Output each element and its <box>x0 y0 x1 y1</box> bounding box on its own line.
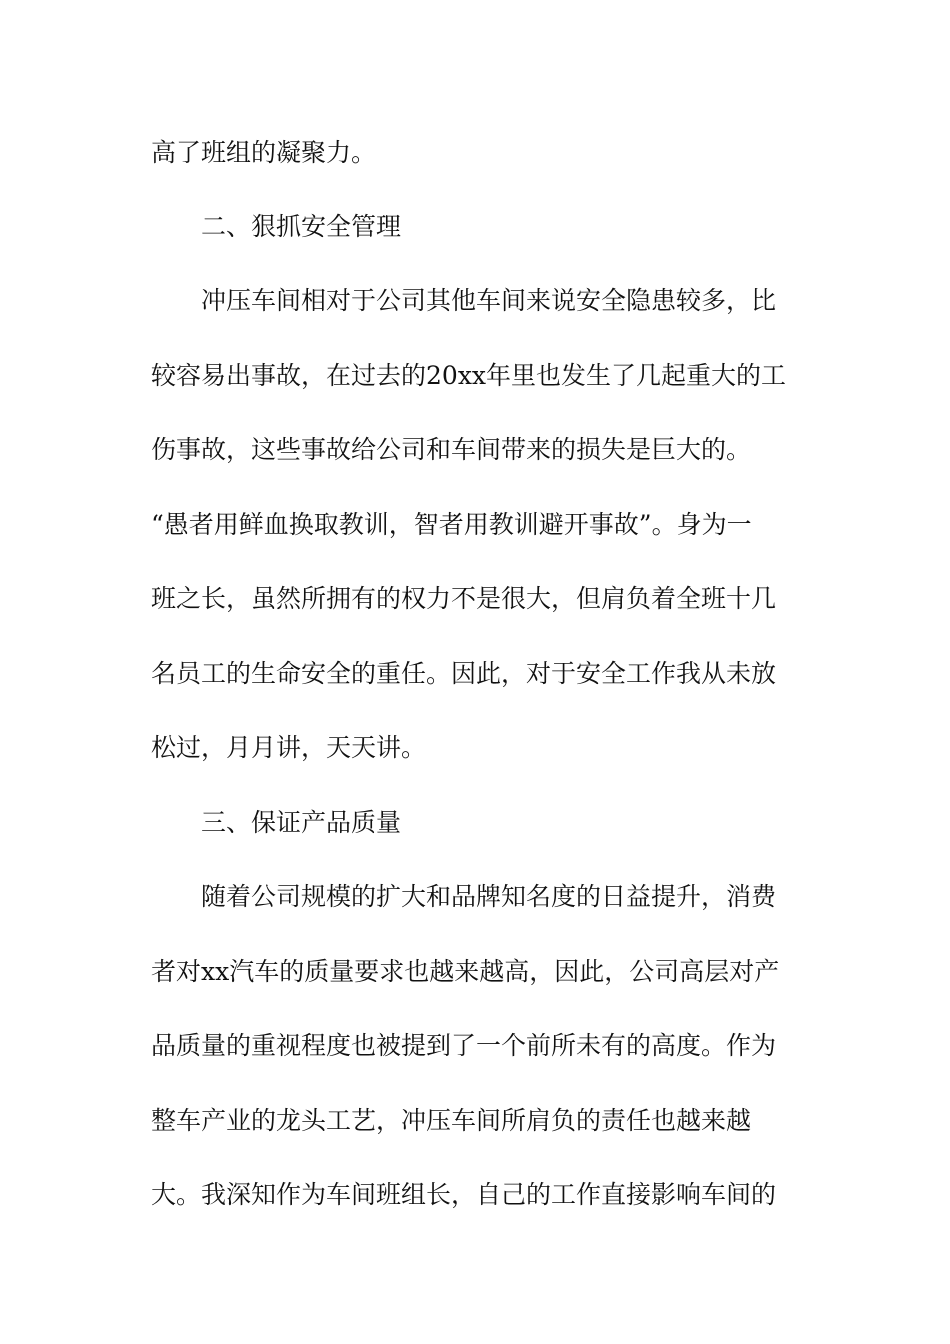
paragraph-line: 伤事故，这些事故给公司和车间带来的损失是巨大的。 <box>151 435 752 464</box>
paragraph-line: 松过，月月讲，天天讲。 <box>151 733 427 762</box>
paragraph-line: 较容易出事故，在过去的20xx年里也发生了几起重大的工 <box>151 361 787 390</box>
paragraph-line: 品质量的重视程度也被提到了一个前所未有的高度。作为 <box>151 1031 777 1060</box>
paragraph-line: 名员工的生命安全的重任。因此，对于安全工作我从未放 <box>151 659 777 688</box>
paragraph-line: 整车产业的龙头工艺，冲压车间所肩负的责任也越来越 <box>151 1106 752 1135</box>
paragraph-line: 随着公司规模的扩大和品牌知名度的日益提升，消费 <box>201 882 777 911</box>
paragraph-line: “愚者用鲜血换取教训，智者用教训避开事故”。身为一 <box>151 510 752 539</box>
section-heading-safety: 二、狠抓安全管理 <box>201 212 402 241</box>
section-heading-quality: 三、保证产品质量 <box>201 808 402 837</box>
paragraph-line: 班之长，虽然所拥有的权力不是很大，但肩负着全班十几 <box>151 584 777 613</box>
paragraph-line: 冲压车间相对于公司其他车间来说安全隐患较多，比 <box>201 286 777 315</box>
paragraph-line: 大。我深知作为车间班组长，自己的工作直接影响车间的 <box>151 1180 777 1209</box>
paragraph-line: 者对xx汽车的质量要求也越来越高，因此，公司高层对产 <box>151 957 780 986</box>
paragraph-line: 高了班组的凝聚力。 <box>151 138 377 167</box>
